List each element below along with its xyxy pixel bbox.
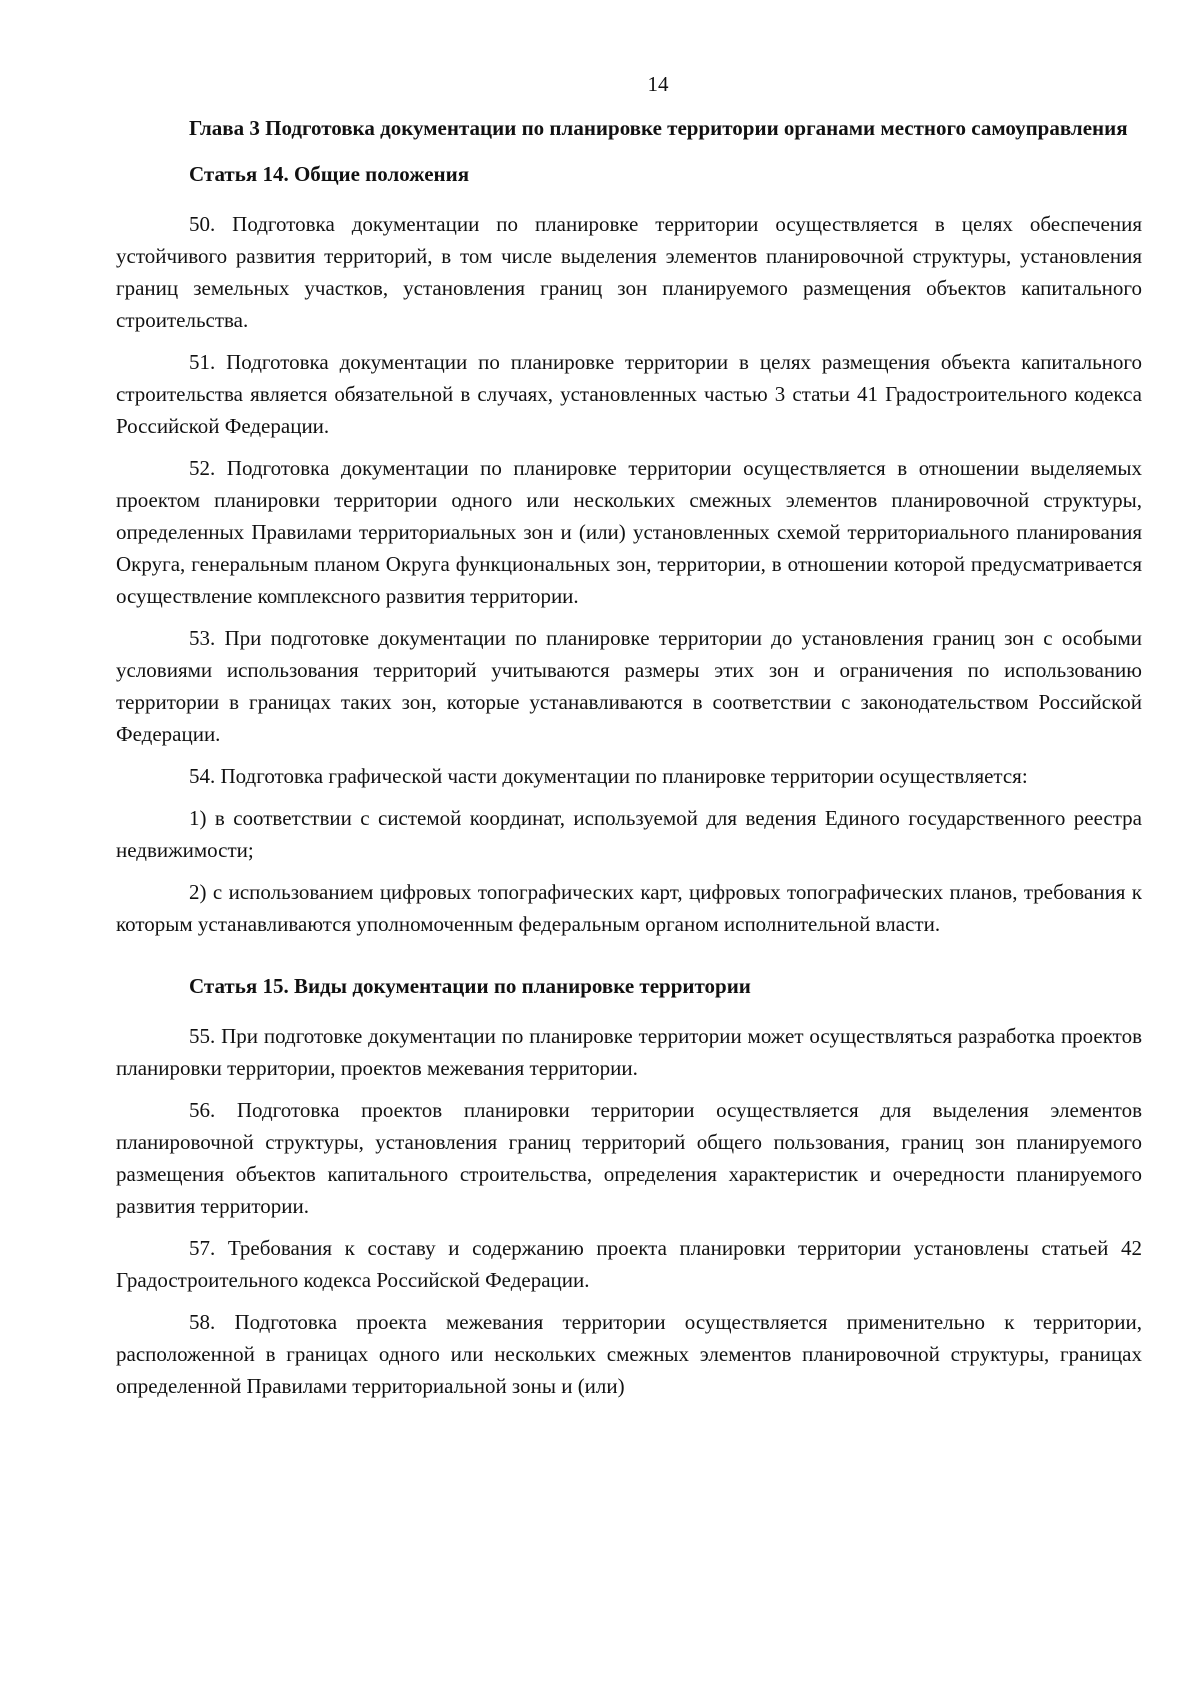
chapter-title: Глава 3 Подготовка документации по планировке территории органами местного самоуправления (189, 116, 1128, 140)
list-item-2: 2) с использованием цифровых топографических карт, цифровых топографических планов, требования к которым устанавливаются уполномоченным федеральным органом исполнительной власти. (116, 880, 1142, 936)
paragraph-50: 50. Подготовка документации по планировке территории осуществляется в целях обеспечения устойчивого развития территорий, в том числе выделения элементов планировочной структуры, установления границ земельных участков, установления границ зон планируемого размещения объектов капитального строительства. (116, 212, 1142, 332)
paragraph-57: 57. Требования к составу и содержанию проекта планировки территории установлены статьей 42 Градостроительного кодекса Российской Федерации. (116, 1236, 1142, 1292)
article-15-title: Статья 15. Виды документации по планировке территории (189, 974, 751, 998)
list-item-1: 1) в соответствии с системой координат, используемой для ведения Единого государственного реестра недвижимости; (116, 806, 1142, 862)
paragraph-51: 51. Подготовка документации по планировке территории в целях размещения объекта капитального строительства является обязательной в случаях, установленных частью 3 статьи 41 Градостроительного кодекса Российской Федерации. (116, 350, 1142, 438)
paragraph-52: 52. Подготовка документации по планировке территории осуществляется в отношении выделяемых проектом планировки территории одного или нескольких смежных элементов планировочной структуры, определенных Правилами территориальных зон и (или) установленных схемой территориального планирования Округа, генеральным планом Округа функциональных зон, территории, в отношении которой предусматривается осуществление комплексного развития территории. (116, 456, 1142, 608)
paragraph-55: 55. При подготовке документации по планировке территории может осуществляться разработка проектов планировки территории, проектов межевания территории. (116, 1024, 1142, 1080)
article-14-title: Статья 14. Общие положения (189, 162, 470, 186)
paragraph-56: 56. Подготовка проектов планировки территории осуществляется для выделения элементов планировочной структуры, установления границ территорий общего пользования, границ зон планируемого размещения объектов капитального строительства, определения характеристик и очередности планируемого развития территории. (116, 1098, 1142, 1218)
paragraph-53: 53. При подготовке документации по планировке территории до установления границ зон с особыми условиями использования территорий учитываются размеры этих зон и ограничения по использованию территории в границах таких зон, которые устанавливаются в соответствии с законодательством Российской Федерации. (116, 626, 1142, 746)
paragraph-54: 54. Подготовка графической части документации по планировке территории осуществляется: (189, 764, 1028, 788)
paragraph-58: 58. Подготовка проекта межевания территории осуществляется применительно к территории, расположенной в границах одного или нескольких смежных элементов планировочной структуры, границах определенной Правилами территориальной зоны и (или) (116, 1310, 1142, 1398)
page-number: 14 (647, 72, 669, 96)
